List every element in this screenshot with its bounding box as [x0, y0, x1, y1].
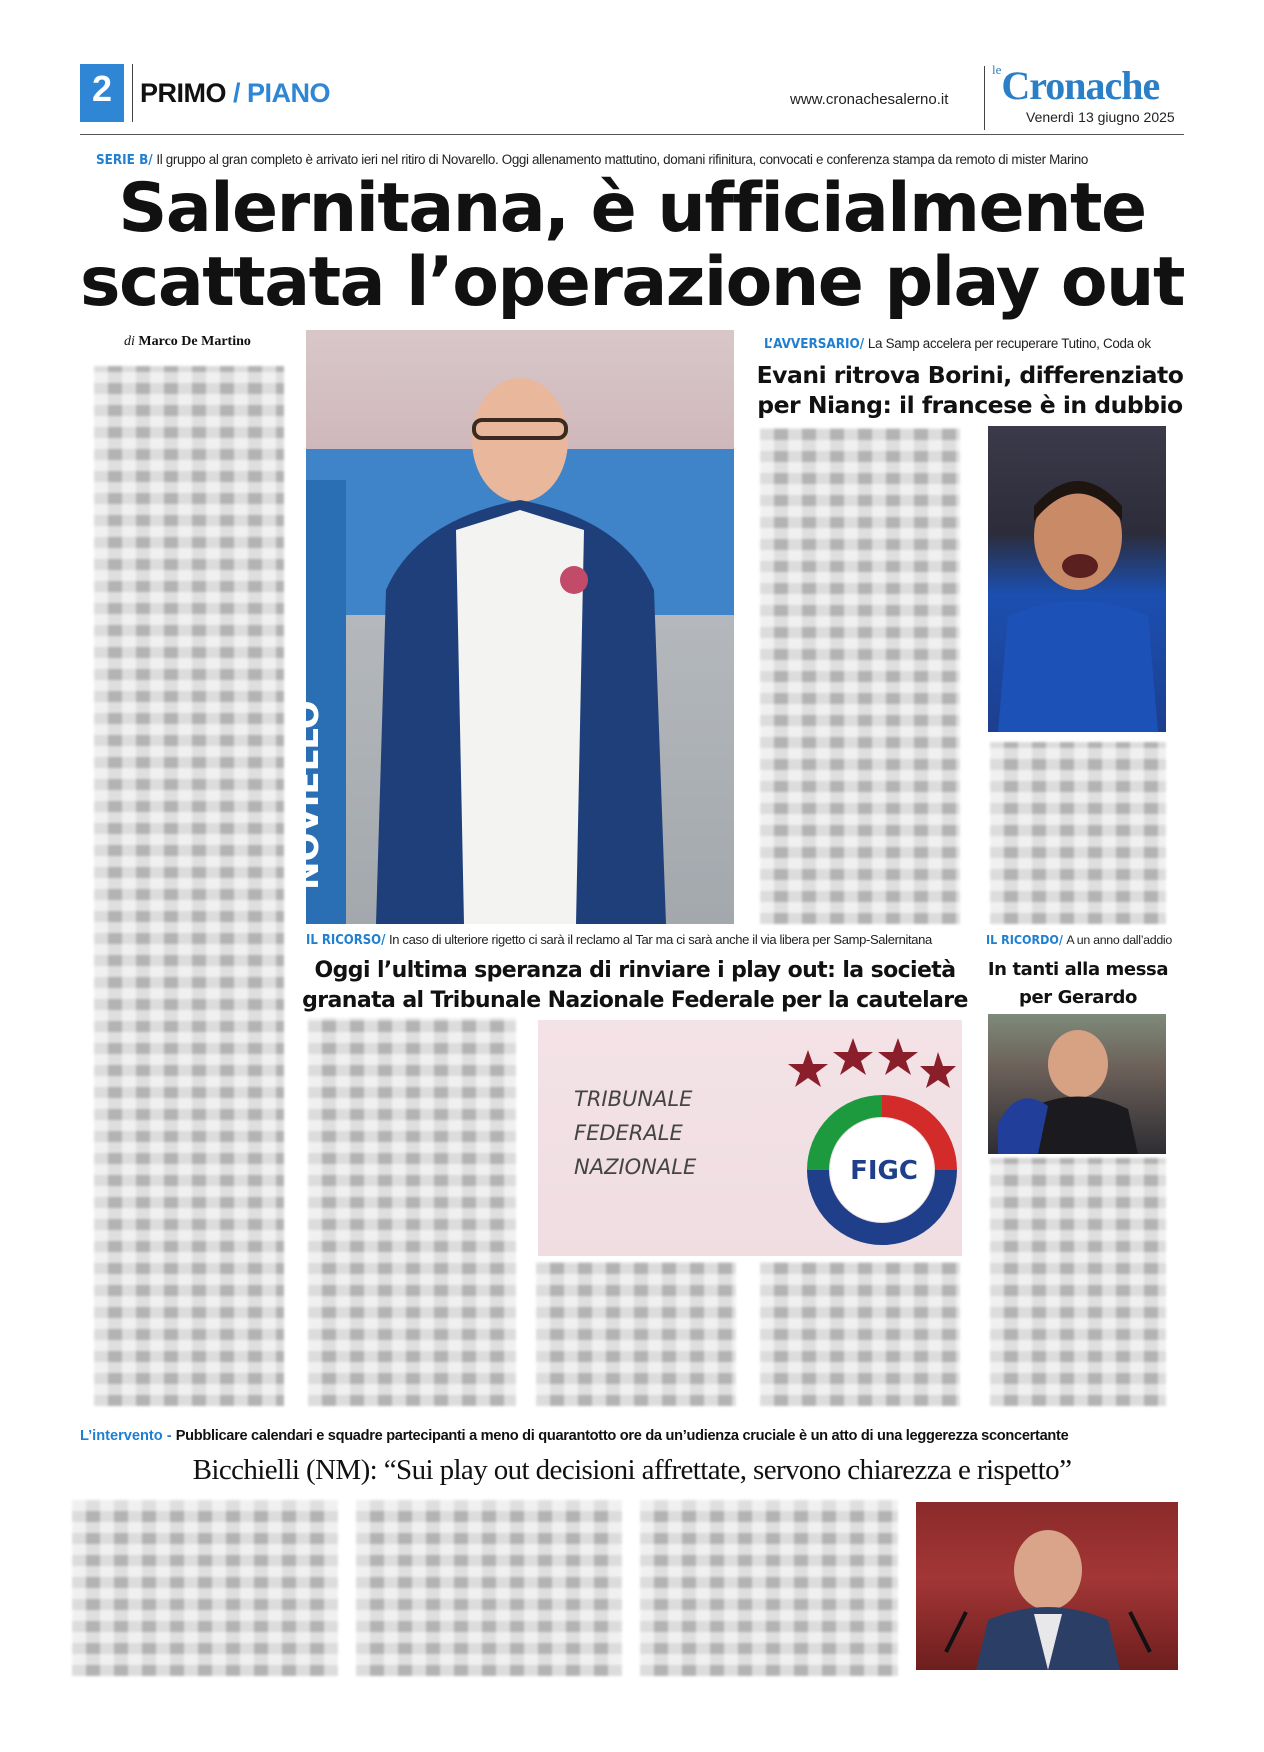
ricorso-article-column-3	[760, 1262, 960, 1406]
ricordo-headline-line1: In tanti alla messa	[987, 959, 1169, 980]
ricordo-kicker: IL RICORDO/	[986, 932, 1063, 947]
avversario-kicker: L’AVVERSARIO/	[764, 337, 865, 352]
player-figure	[988, 426, 1166, 732]
page-number: 2	[91, 68, 113, 109]
header-rule	[80, 134, 1184, 135]
tribunale-line1: TRIBUNALE	[574, 1087, 693, 1111]
bicchielli-photo	[916, 1502, 1178, 1670]
main-article-column	[94, 366, 284, 1406]
section-secondary: / PIANO	[233, 78, 331, 108]
avversario-subhead: La Samp accelera per recuperare Tutino, Coda ok	[867, 336, 1151, 351]
avversario-article-column-2	[990, 742, 1166, 924]
header-divider-right	[984, 66, 985, 130]
avversario-article-column	[760, 428, 960, 924]
section-label	[140, 78, 330, 109]
coach-figure	[287, 330, 734, 924]
ricordo-headline-line2: per Gerardo	[1019, 987, 1137, 1008]
intervento-kicker-line	[80, 1428, 1200, 1444]
ricorso-article-column-2	[536, 1262, 736, 1406]
ricorso-kicker-line	[306, 932, 932, 948]
main-subhead: Il gruppo al gran completo è arrivato ieri nel ritiro di Novarello. Oggi allenamento mattutino, domani rifinitura, convocati e conferenza stampa da remoto di mister Marino	[156, 152, 1088, 167]
header-divider	[132, 64, 133, 122]
logo-prefix: le	[992, 62, 1002, 77]
tribunale-image	[538, 1020, 962, 1256]
tribunale-line2: FEDERALE	[574, 1121, 683, 1145]
section-primary: PRIMO	[140, 78, 227, 108]
intervento-headline: Bicchielli (NM): “Sui play out decisioni affrettate, servono chiarezza e rispetto”	[192, 1454, 1072, 1486]
avversario-headline-line2: per Niang: il francese è in dubbio	[757, 391, 1183, 419]
intervento-article-column-3	[640, 1500, 898, 1676]
website-url: www.cronachesalerno.it	[790, 91, 949, 108]
borini-photo	[988, 426, 1166, 732]
issue-date: Venerdì 13 giugno 2025	[1026, 109, 1175, 125]
tribunale-text	[574, 1082, 696, 1184]
ricordo-kicker-line	[986, 932, 1172, 947]
logo-text: Cronache	[1001, 63, 1160, 108]
politician-figure	[916, 1502, 1178, 1670]
ricorso-kicker: IL RICORSO/	[306, 933, 386, 948]
ricordo-article-column	[990, 1158, 1166, 1406]
figc-logo-icon	[778, 1030, 958, 1256]
newspaper-logo	[992, 62, 1159, 109]
ricorso-headline	[300, 956, 970, 1016]
ricorso-article-column	[308, 1018, 516, 1406]
intervento-article-column-1	[72, 1500, 338, 1676]
person-figure	[988, 1014, 1166, 1154]
ricorso-subhead: In caso di ulteriore rigetto ci sarà il reclamo al Tar ma ci sarà anche il via libera per Samp-Salernitana	[389, 932, 932, 947]
byline-prefix: di	[124, 334, 135, 349]
avversario-kicker-line	[764, 336, 1151, 352]
salvucci-photo	[988, 1014, 1166, 1154]
byline	[124, 334, 251, 350]
avversario-headline-line1: Evani ritrova Borini, differenziato	[756, 361, 1184, 389]
byline-name: Marco De Martino	[138, 334, 251, 349]
main-kicker-line	[96, 152, 1216, 168]
intervento-subhead: Pubblicare calendari e squadre partecipanti a meno di quarantotto ore da un’udienza cruciale è un atto di una leggerezza sconcertante	[175, 1428, 1069, 1444]
main-headline-line2: scattata l’operazione play out	[80, 243, 1184, 322]
tribunale-line3: NAZIONALE	[574, 1155, 697, 1179]
svg-text:NOVIELLO: NOVIELLO	[287, 700, 327, 890]
ricorso-headline-line2: granata al Tribunale Nazionale Federale per la cautelare	[302, 988, 968, 1013]
main-headline-line1: Salernitana, è ufficialmente	[118, 169, 1146, 248]
intervento-kicker: L’intervento -	[80, 1428, 172, 1444]
intervento-article-column-2	[356, 1500, 622, 1676]
main-photo	[287, 330, 734, 924]
ricordo-subhead: A un anno dall’addio	[1066, 933, 1172, 947]
main-headline	[40, 169, 1224, 322]
main-kicker: SERIE B/	[96, 153, 153, 168]
ricorso-headline-line1: Oggi l’ultima speranza di rinviare i play out: la società	[314, 958, 956, 983]
avversario-headline	[740, 360, 1200, 420]
figc-text: FIGC	[850, 1156, 918, 1186]
